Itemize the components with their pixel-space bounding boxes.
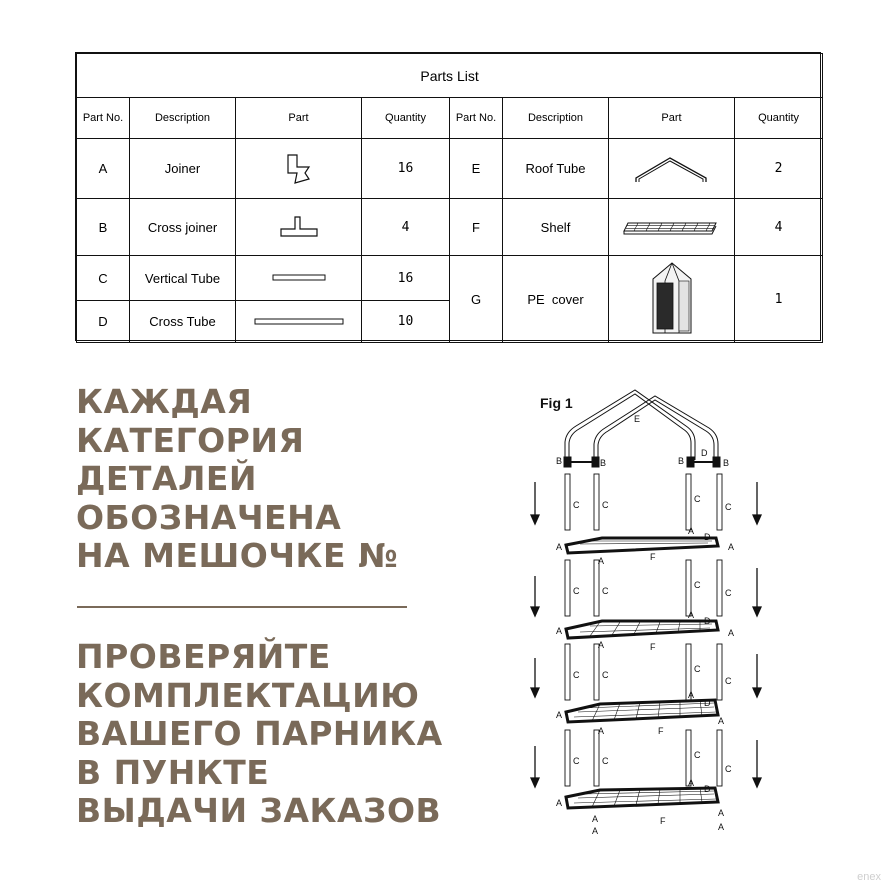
label-f: F [660, 816, 666, 826]
parts-list-header-row [77, 98, 823, 139]
table-row [77, 139, 823, 199]
label-b: B [723, 458, 730, 468]
part-image-roof-tube [609, 139, 735, 199]
label-a: A [688, 778, 695, 788]
label-b: B [678, 456, 685, 466]
headline-line: ПРОВЕРЯЙТЕ [76, 637, 331, 676]
part-no-g: G [450, 256, 503, 343]
table-row [77, 199, 823, 256]
label-a: A [728, 542, 735, 552]
headline-line: ОБОЗНАЧЕНА [76, 497, 342, 537]
description-pe-cover: PE cover [503, 256, 609, 343]
label-b: B [600, 458, 607, 468]
header-quantity: Quantity [362, 98, 450, 139]
label-c: C [694, 750, 701, 760]
headline-block-2 [76, 638, 443, 831]
description-roof-tube: Roof Tube [503, 139, 609, 199]
label-a: A [556, 626, 563, 636]
header-part-no: Part No. [77, 98, 130, 139]
roof-tube-icon [632, 152, 712, 186]
part-image-cross-tube [236, 301, 362, 343]
part-no-e: E [450, 139, 503, 199]
divider [77, 606, 407, 608]
header-part-2: Part [609, 98, 735, 139]
pe-cover-icon [647, 259, 697, 339]
label-a: A [718, 822, 725, 832]
table-row [77, 256, 823, 301]
part-image-shelf [609, 199, 735, 256]
part-image-joiner [236, 139, 362, 199]
part-no-f: F [450, 199, 503, 256]
label-a: A [718, 716, 725, 726]
assembly-diagram [520, 382, 770, 842]
header-part: Part [236, 98, 362, 139]
quantity-pe-cover: 1 [735, 256, 823, 343]
label-c: C [602, 756, 609, 766]
part-no-c: C [77, 256, 130, 301]
shelf-level-4 [566, 788, 718, 808]
label-f: F [650, 642, 656, 652]
header-part-no-2: Part No. [450, 98, 503, 139]
label-c: C [725, 764, 732, 774]
label-a: A [592, 814, 599, 824]
headline-line: В ПУНКТЕ [76, 752, 270, 792]
label-c: C [694, 580, 701, 590]
label-a: A [598, 556, 605, 566]
label-a: A [728, 628, 735, 638]
label-f: F [650, 552, 656, 562]
joiner-icon [279, 151, 319, 187]
description-shelf: Shelf [503, 199, 609, 256]
shelf-level-1 [566, 538, 718, 553]
label-c: C [573, 586, 580, 596]
part-image-cross-joiner [236, 199, 362, 256]
label-c: C [602, 586, 609, 596]
label-c: C [573, 756, 580, 766]
headline-line: КОМПЛЕКТАЦИЮ [76, 675, 420, 715]
headline-line: ВЫДАЧИ ЗАКАЗОВ [76, 791, 442, 830]
shelf-level-3 [566, 700, 718, 722]
label-a: A [556, 542, 563, 552]
label-c: C [725, 502, 732, 512]
label-c: C [602, 670, 609, 680]
label-a: A [592, 826, 599, 836]
part-no-a: A [77, 139, 130, 199]
quantity-joiner: 16 [362, 139, 450, 199]
part-no-b: B [77, 199, 130, 256]
label-c: C [602, 500, 609, 510]
label-d: D [704, 784, 711, 794]
description-cross-joiner: Cross joiner [130, 199, 236, 256]
quantity-shelf: 4 [735, 199, 823, 256]
label-a: A [556, 798, 563, 808]
headline-block-1 [76, 383, 398, 576]
headline-line: ВАШЕГО ПАРНИКА [76, 714, 443, 753]
label-d: D [701, 448, 708, 458]
label-f: F [658, 726, 664, 736]
headline-line: КАТЕГОРИЯ [76, 420, 305, 460]
part-image-pe-cover [609, 256, 735, 343]
quantity-roof-tube: 2 [735, 139, 823, 199]
label-a: A [556, 710, 563, 720]
header-quantity-2: Quantity [735, 98, 823, 139]
roof-tube-e [565, 390, 718, 460]
label-c: C [694, 494, 701, 504]
label-c: C [694, 664, 701, 674]
part-no-d: D [77, 301, 130, 343]
figure-title: Fig 1 [540, 395, 573, 411]
shelf-icon [622, 215, 722, 239]
description-joiner: Joiner [130, 139, 236, 199]
label-b: B [556, 456, 563, 466]
label-d: D [704, 532, 711, 542]
label-a: A [688, 610, 695, 620]
watermark-logo: enex [857, 871, 881, 883]
description-cross-tube: Cross Tube [130, 301, 236, 343]
label-e: E [634, 414, 641, 424]
quantity-cross-tube: 10 [362, 301, 450, 343]
label-d: D [704, 698, 711, 708]
header-description-2: Description [503, 98, 609, 139]
cross-tube-icon [249, 316, 349, 328]
label-a: A [688, 690, 695, 700]
quantity-vertical-tube: 16 [362, 256, 450, 301]
label-a: A [598, 640, 605, 650]
shelf-level-2 [566, 621, 718, 638]
label-a: A [718, 808, 725, 818]
quantity-cross-joiner: 4 [362, 199, 450, 256]
headline-line: ДЕТАЛЕЙ [76, 459, 258, 498]
label-c: C [725, 676, 732, 686]
part-image-vertical-tube [236, 256, 362, 301]
cross-joiner-icon [277, 213, 321, 241]
label-a: A [598, 726, 605, 736]
header-description: Description [130, 98, 236, 139]
parts-list-table [75, 52, 821, 341]
parts-list-title: Parts List [77, 54, 823, 98]
label-c: C [573, 670, 580, 680]
label-c: C [573, 500, 580, 510]
label-d: D [704, 616, 711, 626]
description-vertical-tube: Vertical Tube [130, 256, 236, 301]
label-a: A [688, 526, 695, 536]
vertical-tube-icon [269, 272, 329, 284]
cross-joiner-b [564, 457, 720, 467]
label-c: C [725, 588, 732, 598]
headline-line: НА МЕШОЧКЕ № [76, 536, 399, 575]
headline-line: КАЖДАЯ [76, 382, 253, 421]
